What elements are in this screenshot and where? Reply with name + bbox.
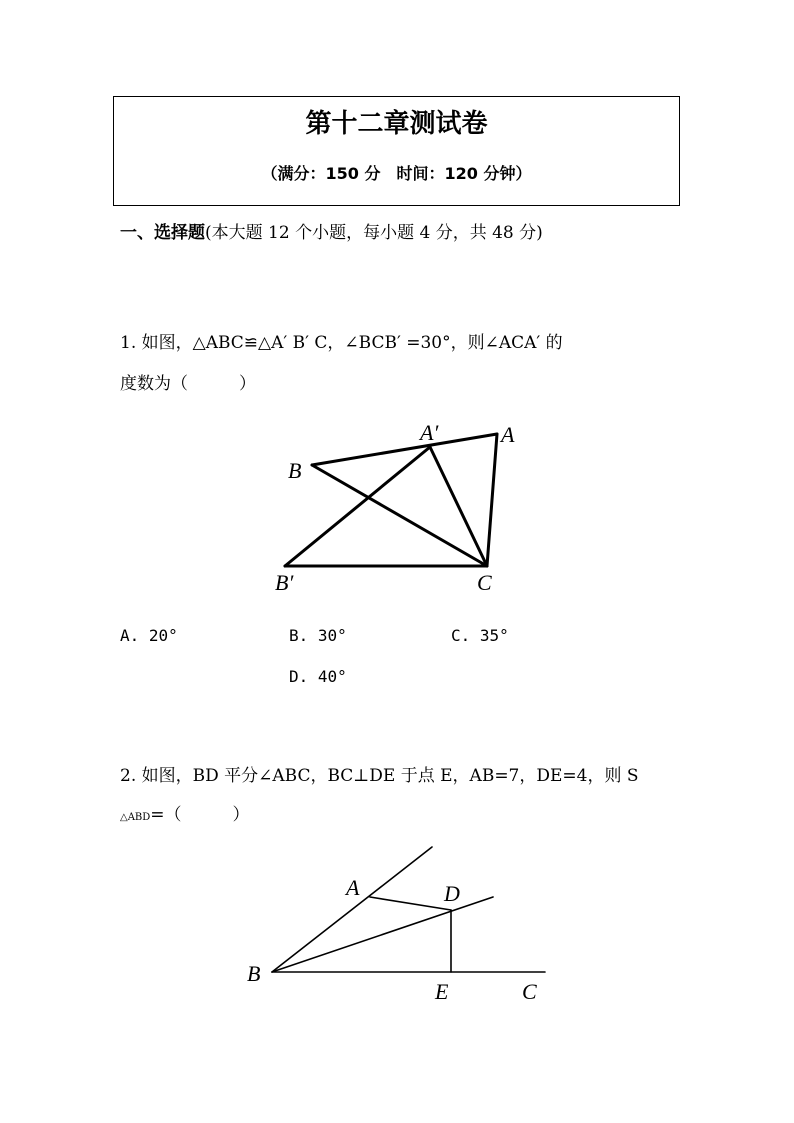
segment-b-prime-a-prime: [285, 447, 430, 566]
label2-e: E: [435, 979, 449, 1004]
option-b[interactable]: B. 30°: [289, 626, 347, 645]
segment-ba: [312, 434, 497, 465]
section-note: (本大题 12 个小题，每小题 4 分，共 48 分): [205, 223, 543, 243]
option-a[interactable]: A. 20°: [120, 626, 178, 645]
label-b-prime: B′: [275, 570, 294, 595]
segment-ac: [487, 434, 497, 566]
page-title: 第十二章测试卷: [305, 109, 488, 139]
label-a: A: [501, 422, 515, 447]
label2-c: C: [522, 979, 537, 1004]
question-2-text-cont: [120, 800, 250, 825]
option-c[interactable]: C. 35°: [451, 626, 509, 645]
segment-ad: [370, 897, 451, 910]
question-2-text: 2. 如图，BD 平分∠ABC，BC⊥DE 于点 E，AB=7，DE=4，则 S: [120, 766, 639, 786]
triangle-abd-subscript: △ABD: [120, 812, 151, 823]
label-a-prime: A′: [420, 420, 439, 445]
ray-bd: [272, 897, 493, 972]
question-1-text-cont: 度数为（ ）: [120, 374, 256, 394]
label-c: C: [477, 570, 492, 595]
ray-ba: [272, 847, 432, 972]
label-b: B: [288, 458, 302, 483]
label2-b: B: [247, 961, 261, 986]
section-title: 一、选择题: [120, 223, 205, 243]
segment-bc: [312, 465, 487, 566]
label2-d: D: [444, 881, 460, 906]
question-2-blank: =（ ）: [150, 805, 250, 825]
question-1-text: 1. 如图，△ABC≌△A′ B′ C，∠BCB′ =30°，则∠ACA′ 的: [120, 333, 563, 353]
label2-a: A: [346, 875, 360, 900]
exam-info: （满分：150 分 时间：120 分钟）: [261, 164, 532, 183]
option-d[interactable]: D. 40°: [289, 667, 347, 686]
